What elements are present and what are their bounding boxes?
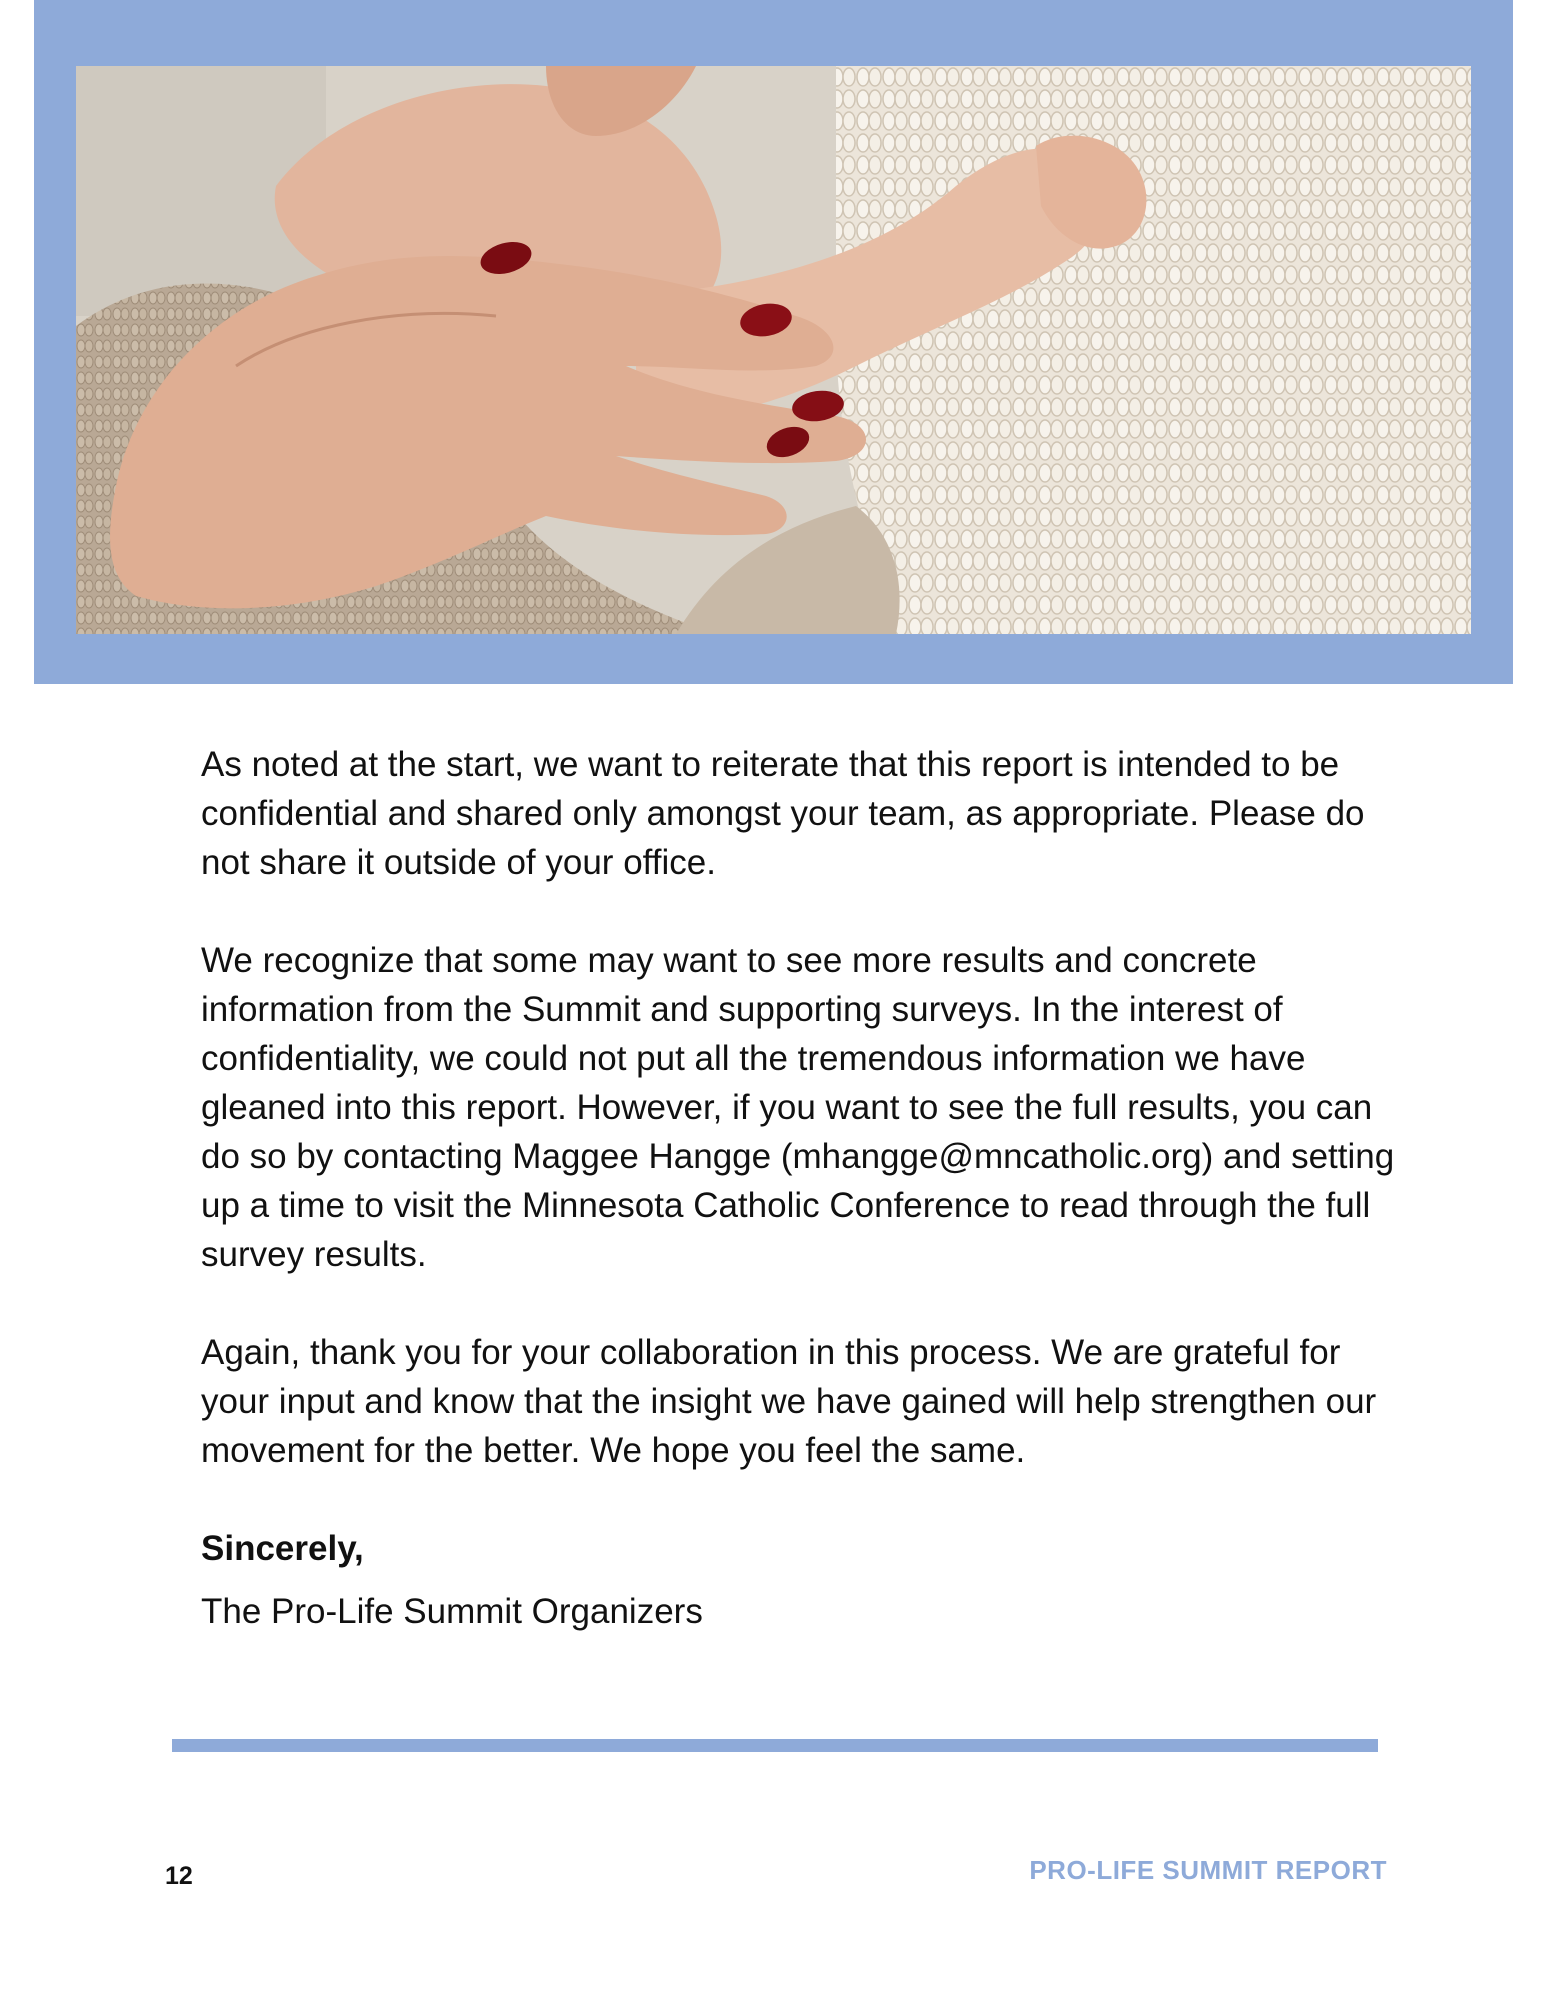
signoff-label: Sincerely, bbox=[201, 1529, 364, 1568]
letter-body bbox=[201, 740, 1401, 1636]
paragraph-thank-you: Again, thank you for your collaboration in this process. We are grateful for your input and know that the insight we have gained will help strengthen our movement for the better. We hope you feel the same. bbox=[201, 1333, 1377, 1470]
paragraph-confidentiality: As noted at the start, we want to reiterate that this report is intended to be confidential and shared only amongst your team, as appropriate. Please do not share it outside of your office. bbox=[201, 745, 1365, 882]
photo-frame bbox=[34, 0, 1513, 684]
divider-rule bbox=[172, 1739, 1378, 1752]
hero-photo-mother-holding-baby bbox=[76, 66, 1471, 634]
footer-report-title: PRO-LIFE SUMMIT REPORT bbox=[1029, 1855, 1387, 1885]
page-number: 12 bbox=[165, 1862, 193, 1890]
signoff-name: The Pro-Life Summit Organizers bbox=[201, 1592, 703, 1631]
paragraph-full-results: We recognize that some may want to see more results and concrete information from the Summit and supporting surveys. In the interest of confidentiality, we could not put all the tremendous information we have gleaned into this report. However, if you want to see the full results, you can do so by contacting Maggee Hangge (mhangge@mncatholic.org) and setting up a time to visit the Minnesota Catholic Conference to read through the full survey results. bbox=[201, 941, 1395, 1274]
hero-photo-illustration bbox=[76, 66, 1471, 634]
